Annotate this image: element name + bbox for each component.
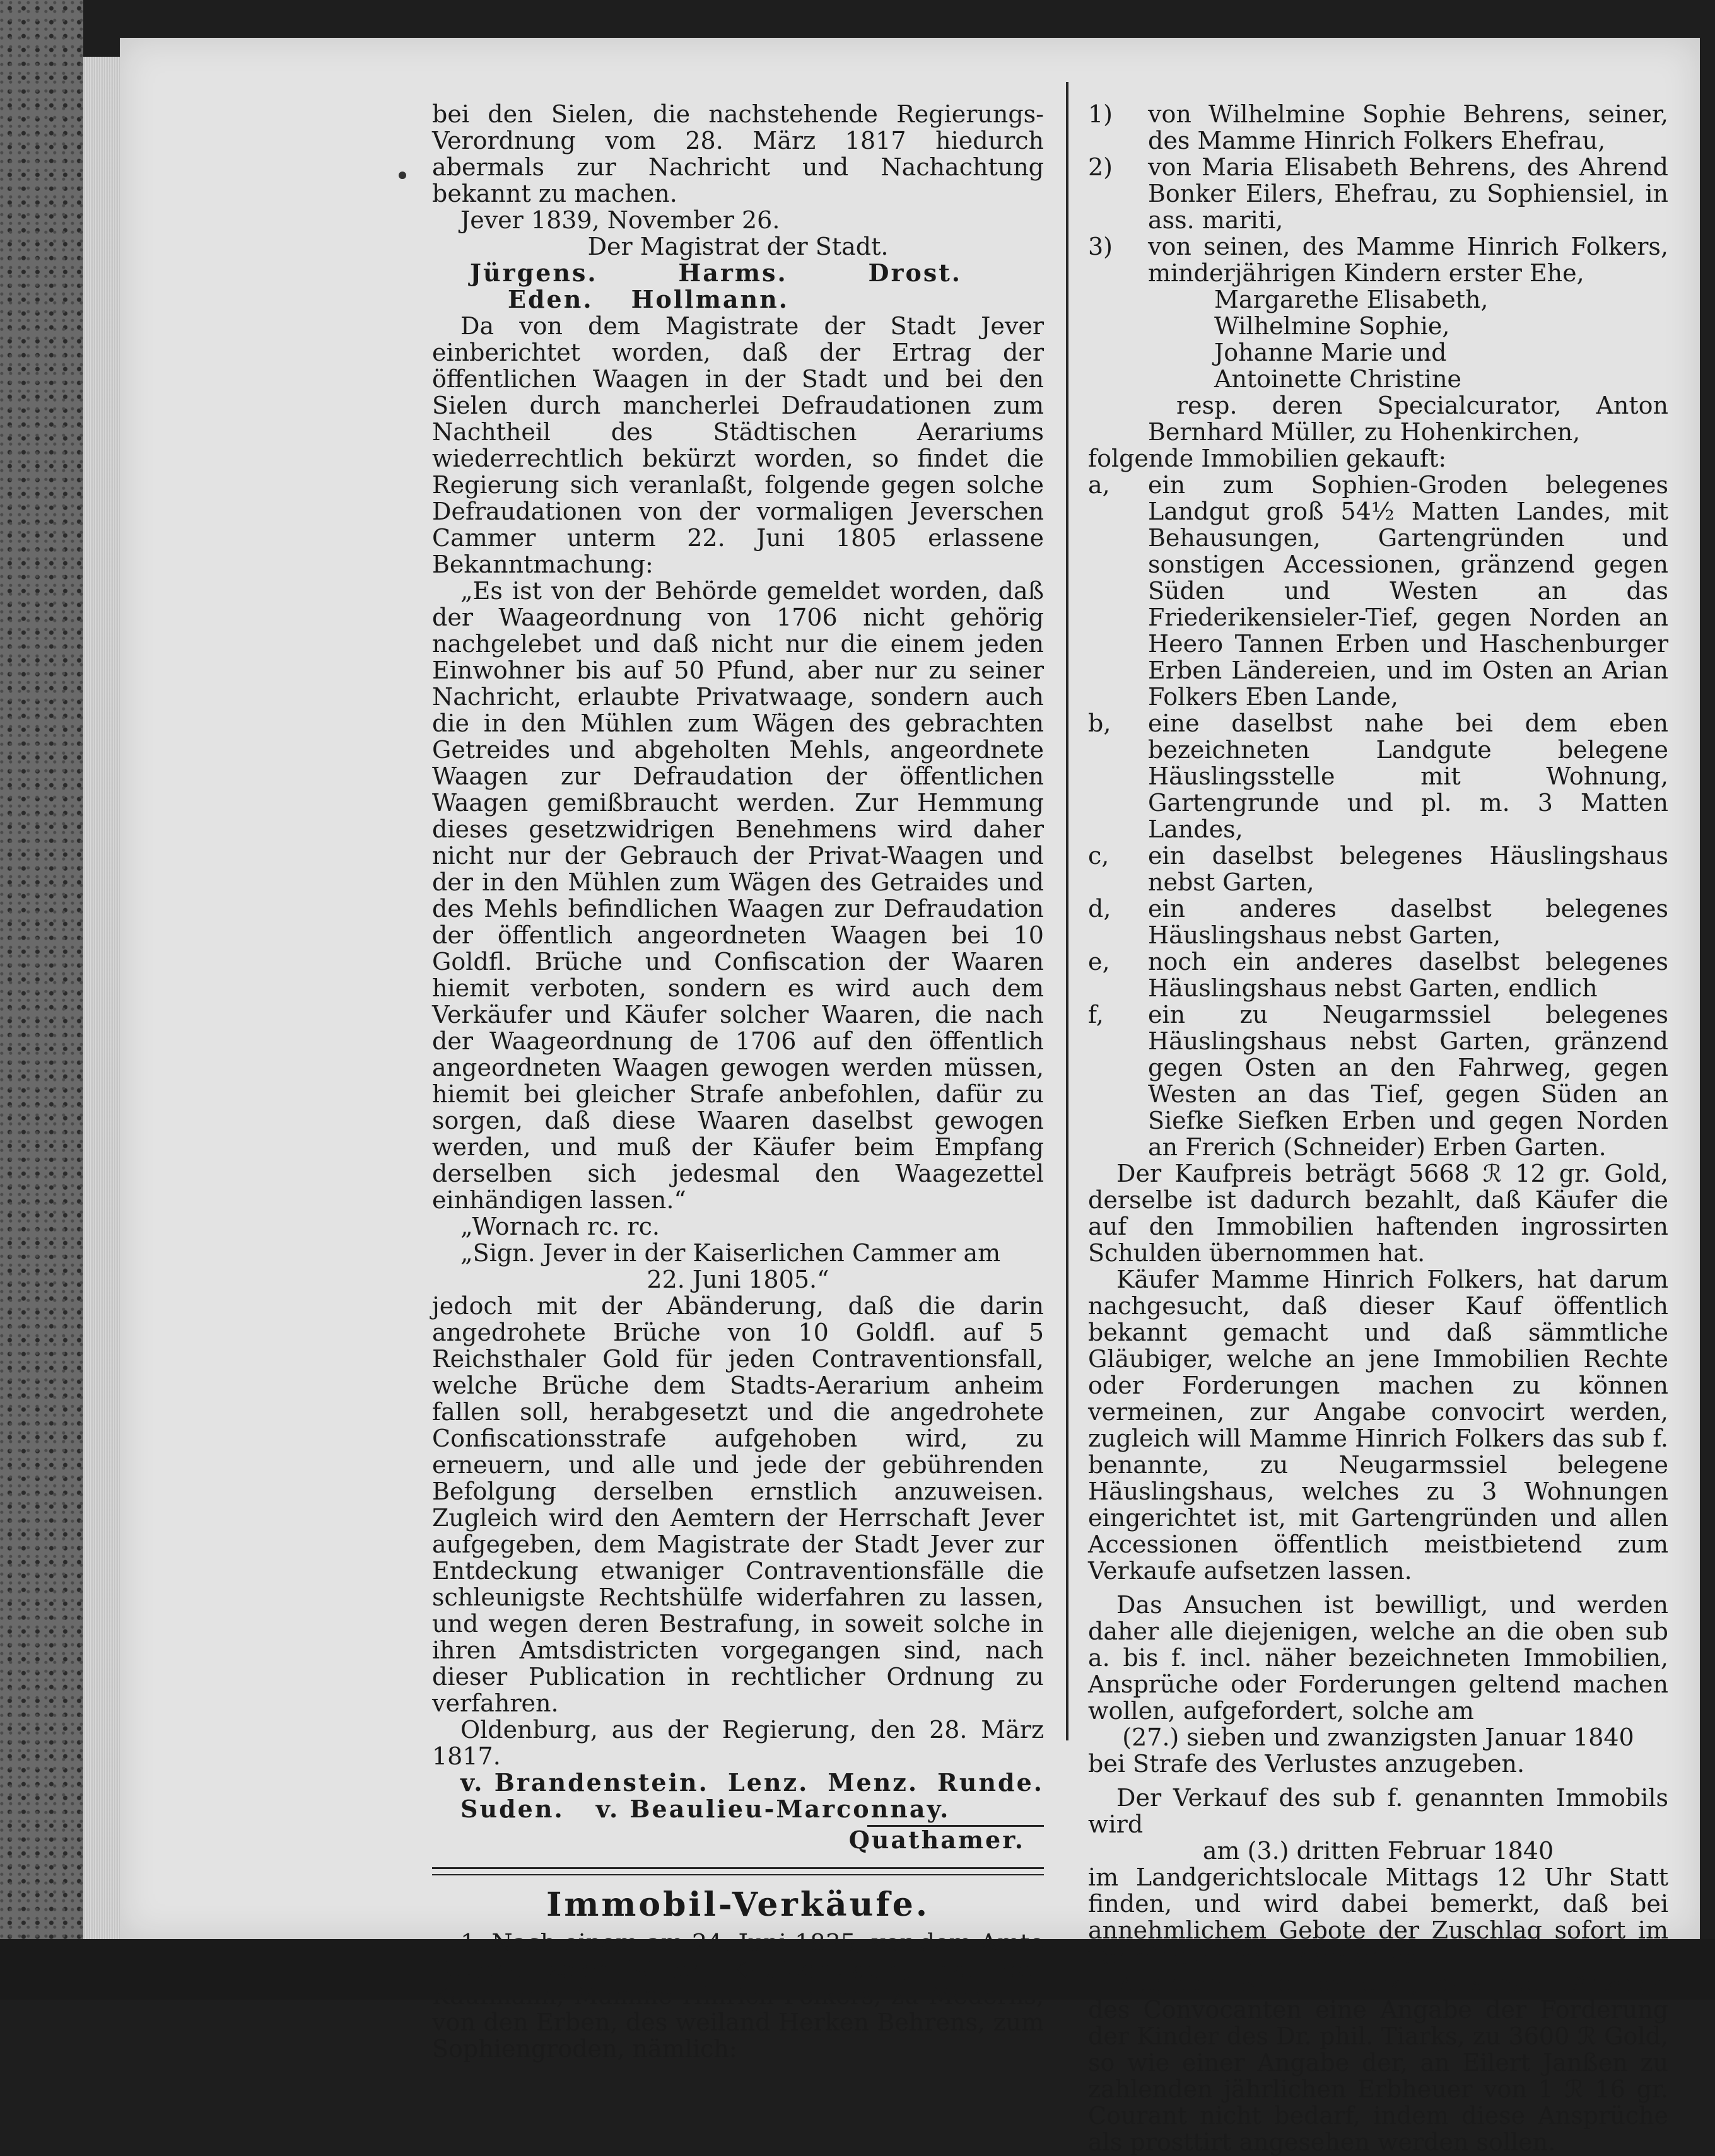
list-item: 2) von Maria Elisabeth Behrens, des Ahrend Bonker Eilers, Ehefrau, zu Sophiensiel, in ass. mariti,	[1088, 153, 1668, 234]
magistrat-line: Der Magistrat der Stadt.	[587, 233, 889, 260]
signature: Jürgens.	[470, 259, 598, 287]
signature: Runde.	[937, 1768, 1044, 1797]
child-name: Margarethe Elisabeth,	[1214, 286, 1489, 313]
paragraph: im Landgerichtslocale Mittags 12 Uhr Statt finden, und wird dabei bemerkt, daß bei annehmlichem Gebote der Zuschlag sofort im Termine ertheilt werden soll.	[1088, 1863, 1668, 1971]
date-line: am (3.) dritten Februar 1840	[1202, 1837, 1554, 1865]
signature: Menz.	[828, 1768, 919, 1797]
child-name: Antoinette Christine	[1214, 365, 1462, 393]
book-binding	[0, 0, 83, 2000]
paragraph: bei Strafe des Verlustes anzugeben.	[1088, 1750, 1525, 1778]
date-line: Jever 1839, November 26.	[460, 206, 780, 234]
section-title: Immobil-Verkäufe.	[546, 1885, 930, 1924]
signature: Hollmann.	[631, 285, 790, 313]
paragraph: Der Kaufpreis beträgt 5668 ℛ 12 gr. Gold, derselbe ist dadurch bezahlt, daß Käufer die auf den Immobilien haftenden ingrossirten Schulden übernommen hat.	[1088, 1160, 1668, 1267]
paragraph: bei den Sielen, die nachstehende Regierungs-Verordnung vom 28. März 1817 hiedurch abermals zur Nachricht und Nachachtung bekannt zu machen.	[432, 100, 1044, 207]
signatures	[432, 1769, 1044, 1796]
section-rule	[432, 1867, 1044, 1875]
signature: Lenz.	[727, 1768, 809, 1797]
signature: v. Beaulieu-Marconnay.	[595, 1795, 951, 1823]
paragraph: Der Verkauf des sub f. genannten Immobils wird	[1088, 1784, 1668, 1838]
signature: Harms.	[678, 259, 788, 287]
paragraph: Da von dem Magistrate der Stadt Jever einberichtet worden, daß der Ertrag der öffentlichen Waagen in der Stadt und bei den Sielen durch mancherlei Defraudationen zum Nachtheil des Städtischen Aerariums wiederrechtlich bekürzt worden, so findet die Regierung sich veranlaßt, folgende gegen solche Defraudationen von der vormaligen Jeverschen Cammer unterm 22. Juni 1805 erlassene Bekanntmachung:	[432, 312, 1044, 578]
list-item: d, ein anderes daselbst belegenes Häuslingshaus nebst Garten,	[1088, 895, 1668, 949]
signature: Drost.	[868, 259, 962, 287]
column-divider	[1066, 82, 1068, 1740]
paragraph: resp. deren Specialcurator, Anton Bernhard Müller, zu Hohenkirchen,	[1148, 392, 1668, 446]
list-item: e, noch ein anderes daselbst belegenes Häuslingshaus nebst Garten, endlich	[1088, 948, 1668, 1002]
quote-paragraph: „Es ist von der Behörde gemeldet worden, daß der Waageordnung von 1706 nicht gehörig nachgelebet und daß nicht nur die einem jeden Einwohner bis auf 50 Pfund, aber nur zu seiner Nachricht, erlaubte Privatwaage, sondern auch die in den Mühlen zum Wägen des gebrachten Getreides und abgeholten Mehls, angeordnete Waagen zur Defraudation der öffentlichen Waagen gemißbraucht werden. Zur Hemmung dieses gesetzwidrigen Benehmens wird daher nicht nur der Gebrauch der Privat-Waagen und der in den Mühlen zum Wägen des Getraides und des Mehls befindlichen Waagen zur Defraudation der öffentlich angeordneten Waagen bei 10 Goldfl. Brüche und Confiscation der Waaren hiemit verboten, sondern es wird auch dem Verkäufer und Käufer solcher Waaren, die nach der Waageordnung de 1706 auf den öffentlich angeordneten Waagen gewogen werden müssen, hiemit bei gleicher Strafe anbefohlen, dafür zu sorgen, daß diese Waaren daselbst gewogen werden, und muß der Käufer beim Empfang derselben sich jedesmal den Waagezettel einhändigen lassen.“	[432, 577, 1044, 1214]
paragraph: Zugleich wird bemerkt, daß nach Anzeige des Convocanten eine Angabe der Forderung der Kinder des Dr. phil. Tiarks, zu 3600 ℛ Gold, so wie einer Angabe der, an Eilert Janßen zu zahlenden jährlichen Erbheuer von 1 ℛ 16 gr. Courant nicht bedarf, indem diese Ansprüche als prosttirt angesehen werden sollen.	[1088, 1969, 1668, 2156]
paragraph: Käufer Mamme Hinrich Folkers, hat darum nachgesucht, daß dieser Kauf öffentlich bekannt gemacht und daß sämmtliche Gläubiger, welche an jene Immobilien Rechte oder Forderungen machen zu können vermeinen, zur Angabe convocirt werden, zugleich will Mamme Hinrich Folkers das sub f. benannte, zu Neugarmssiel belegene Häuslingshaus, welches zu 3 Wohnungen eingerichtet ist, mit Gartengründen und allen Accessionen öffentlich meistbietend zum Verkaufe aufsetzen lassen.	[1088, 1266, 1668, 1585]
right-column	[1088, 101, 1668, 2155]
paragraph: jedoch mit der Abänderung, daß die darin angedrohete Brüche von 10 Goldfl. auf 5 Reichsthaler Gold für jeden Contraventionsfall, welche Brüche dem Stadts-Aerarium anheim fallen soll, herabgesetzt und die angedrohete Confiscationsstrafe aufgehoben wird, zu erneuern, und alle und jede der gebührenden Befolgung derselben ernstlich anzuweisen. Zugleich wird den Aemtern der Herrschaft Jever aufgegeben, dem Magistrate der Stadt Jever zur Entdeckung etwaniger Contraventionsfälle die schleunigste Rechtshülfe widerfahren zu lassen, und wegen deren Bestrafung, in soweit solche in ihren Amtsdistricten vorgegangen sind, nach dieser Publication in rechtlicher Ordnung zu verfahren.	[432, 1292, 1044, 1717]
paragraph: Oldenburg, aus der Regierung, den 28. März 1817.	[432, 1716, 1044, 1770]
list-item: c, ein daselbst belegenes Häuslingshaus nebst Garten,	[1088, 842, 1668, 896]
signatures	[432, 260, 1044, 286]
paragraph: „Wornach rc. rc.	[460, 1213, 660, 1240]
page-edges	[83, 57, 120, 1942]
paragraph: 1. Nach einem am 24. Juni 1835, vor dem Amte Tettens solennisirten Kaufcontracte, hat der Kaufmann, Mamme Hinrich Folkers, zu Mederns, von den Erben, des weiland Herken Behrens, zum Sophiengroden, nämlich:	[432, 1929, 1044, 2063]
paragraph: folgende Immobilien gekauft:	[1088, 445, 1447, 472]
paragraph: „Sign. Jever in der Kaiserlichen Cammer am	[460, 1239, 1001, 1267]
list-item: 3) von seinen, des Mamme Hinrich Folkers, minderjährigen Kindern erster Ehe,	[1088, 233, 1668, 287]
list-item: a, ein zum Sophien-Groden belegenes Landgut groß 54½ Matten Landes, mit Behausungen, Gartengründen und sonstigen Accessionen, gränzend gegen Süden und Westen an das Friederikensieler-Tief, gegen Norden an Heero Tannen Erben und Haschenburger Erben Ländereien, und im Osten an Arian Folkers Eben Lande,	[1088, 471, 1668, 711]
signatures	[432, 286, 1044, 313]
list-item: f, ein zu Neugarmssiel belegenes Häuslingshaus nebst Garten, gränzend gegen Osten an den Fahrweg, gegen Westen an das Tief, gegen Süden an Siefke Siefken Erben und gegen Norden an Frerich (Schneider) Erben Garten.	[1088, 1001, 1668, 1161]
list-item: b, eine daselbst nahe bei dem eben bezeichneten Landgute belegene Häuslingsstelle mit Wohnung, Gartengrunde und pl. m. 3 Matten Landes,	[1088, 709, 1668, 843]
paragraph: Das Ansuchen ist bewilligt, und werden daher alle diejenigen, welche an die oben sub a. bis f. incl. näher bezeichneten Immobilien, Ansprüche oder Forderungen geltend machen wollen, aufgefordert, solche am	[1088, 1591, 1668, 1725]
child-name: Johanne Marie und	[1214, 339, 1447, 366]
left-column	[432, 101, 1044, 2062]
signatures	[432, 1796, 1044, 1822]
signature: Quathamer.	[848, 1826, 1025, 1854]
child-name: Wilhelmine Sophie,	[1214, 312, 1450, 340]
date-line: (27.) sieben und zwanzigsten Januar 1840	[1122, 1723, 1634, 1751]
signature: v. Brandenstein.	[460, 1768, 709, 1797]
list-item: 1) von Wilhelmine Sophie Behrens, seiner, des Mamme Hinrich Folkers Ehefrau,	[1088, 100, 1668, 154]
signature: Eden.	[508, 285, 594, 313]
signature: Suden.	[460, 1795, 565, 1823]
ink-dot	[399, 172, 406, 179]
paragraph: 22. Juni 1805.“	[647, 1266, 829, 1293]
